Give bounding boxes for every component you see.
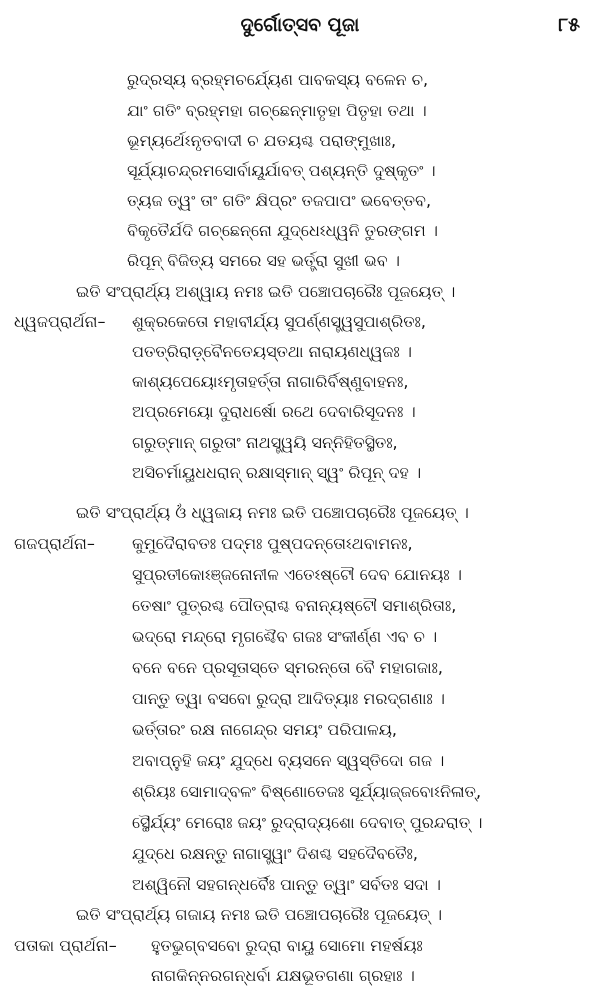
verse-text: ଇତି ସଂପ୍ରାର୍ଥ୍ୟ ଓଁ ଧ୍ୱଜାୟ ନମଃ ଇତି ପଞ୍ଚୋପଚାରୈଃ ପୂଜୟେତ୍ । bbox=[76, 503, 469, 522]
verse-text: ବିକୃତୈର୍ଯଦି ଗଚ୍ଛେନ୍ନୋ ଯୁଦ୍ଧେଽଧ୍ୱନି ତୁରଙ୍ଗମ । bbox=[127, 221, 438, 240]
text-line bbox=[0, 308, 600, 336]
text-line bbox=[0, 127, 600, 155]
text-line bbox=[0, 871, 600, 899]
verse-text: ଭୂମ୍ୟର୍ଥେଽନୃତବାଦୀ ଚ ଯତୟଶ୍ଚ ପରାଙ୍ମୁଖାଃ, bbox=[127, 131, 397, 150]
verse-text: ତେଷାଂ ପୁତ୍ରଶ୍ଚ ପୌତ୍ରାଶ୍ଚ ବନାନ୍ୟଷ୍ଟୌ ସମାଶ୍ରିତାଃ, bbox=[132, 596, 457, 615]
verse-text: ଶ୍ରିୟଃ ସୋମାଦ୍ବଳଂ ବିଷ୍ଣୋତେଜଃ ସୂର୍ଯ୍ୟାଜ୍ଜବୋଽନିଳାତ୍, bbox=[132, 782, 482, 801]
verse-text: ହୁତଭୁଗ୍ବସବୋ ରୁଦ୍ରା ବାୟୁ ସୋମୋ ମହର୍ଷୟଃ bbox=[151, 936, 423, 955]
verse-text: ଅବାପ୍ନୁହି ଜୟଂ ଯୁଦ୍ଧେ ବ୍ୟସନେ ସ୍ୱସ୍ତିଦୋ ଗଜ । bbox=[132, 751, 445, 770]
verse-text: କାଶ୍ୟପେୟୋଽମୃତାହର୍ତ୍ତା ନାଗାରିର୍ବିଷ୍ଣୁବାହନଃ, bbox=[132, 372, 409, 391]
text-line bbox=[0, 187, 600, 215]
text-line bbox=[0, 66, 600, 94]
text-line bbox=[0, 561, 600, 589]
verse-text: ବନେ ବନେ ପ୍ରସୂତାସ୍ତେ ସ୍ମରନ୍ତୋ ବୈ ମହାଗଜାଃ, bbox=[132, 658, 443, 677]
text-line bbox=[0, 623, 600, 651]
text-line bbox=[0, 398, 600, 426]
section-label: ପତାକା ପ୍ରାର୍ଥନା– bbox=[14, 936, 117, 955]
verse-text: ଇତି ସଂପ୍ରାର୍ଥ୍ୟ ଅଶ୍ୱାୟ ନମଃ ଇତି ପଞ୍ଚୋପଚାରୈଃ ପୂଜୟେତ୍ । bbox=[76, 282, 456, 301]
verse-text: ସୁପ୍ରତୀକୋଽଞ୍ଜନୋନୀଳ ଏତେଽଷ୍ଟୌ ଦେବ ଯୋନୟଃ । bbox=[132, 565, 462, 584]
text-line bbox=[0, 530, 600, 558]
text-line bbox=[0, 429, 600, 457]
text-line bbox=[0, 157, 600, 185]
page-number: ୮୫ bbox=[558, 14, 580, 36]
verse-text: ସ୍ଥୈର୍ଯ୍ୟଂ ମେରୋଃ ଜୟଂ ରୁଦ୍ରାଦ୍ୟଶୋ ଦେବାତ୍ ପୁରନ୍ଦରାତ୍ । bbox=[132, 813, 483, 832]
text-line bbox=[0, 716, 600, 744]
text-line bbox=[0, 278, 600, 306]
text-line bbox=[0, 901, 600, 929]
text-line bbox=[0, 809, 600, 837]
text-line bbox=[0, 962, 600, 990]
verse-text: ରୁଦ୍ରସ୍ୟ ବ୍ରହ୍ମଚର୍ଯ୍ୟେଣ ପାବକସ୍ୟ ବଳେନ ଚ, bbox=[127, 70, 429, 89]
verse-text: ପାନ୍ତୁ ତ୍ୱା ବସବୋ ରୁଦ୍ରା ଆଦିତ୍ୟାଃ ମରଦ୍ଗଣାଃ । bbox=[132, 689, 446, 708]
verse-text: ନାଗକିନ୍ନରଗନ୍ଧର୍ବା ଯକ୍ଷଭୂତଗଣା ଗ୍ରହାଃ । bbox=[151, 966, 415, 985]
verse-text: ସୂର୍ଯ୍ୟାଚନ୍ଦ୍ରମସୋର୍ବାୟୂର୍ଯାବତ୍ ପଶ୍ୟନ୍ତି ଦୁଷ୍କୃତଂ । bbox=[127, 161, 436, 180]
text-line bbox=[0, 932, 600, 960]
text-line bbox=[0, 592, 600, 620]
verse-text: ଯାଂ ଗତିଂ ବ୍ରହ୍ମହା ଗଚ୍ଛେନ୍ମାତୃହା ପିତୃହା ତଥା । bbox=[127, 101, 427, 120]
verse-text: କୁମୁଦୈରାବତଃ ପଦ୍ମଃ ପୁଷ୍ପଦନ୍ତୋଽଥବାମନଃ, bbox=[132, 534, 413, 553]
verse-text: ଅଶ୍ୱିନୌ ସହଗନ୍ଧର୍ବୈଃ ପାନ୍ତୁ ତ୍ୱାଂ ସର୍ବତଃ ସଦା । bbox=[132, 875, 441, 894]
verse-text: ଅସିଚର୍ମାୟୁଧଧରାନ୍ ରକ୍ଷାସ୍ମାନ୍ ସ୍ୱଂ ରିପୂନ୍ ଦହ । bbox=[132, 463, 422, 482]
verse-text: ଅପ୍ରମେୟୋ ଦୁରାଧର୍ଷୋ ରଥେ ଦେବାରିସୂଦନଃ । bbox=[132, 402, 416, 421]
verse-text: ପତତ୍ରିରାଡ଼୍ବୈନତେୟସ୍ତଥା ନାରାୟଣଧ୍ୱଜଃ । bbox=[132, 342, 412, 361]
verse-text: ଶୁକ୍ରକେତୋ ମହାବୀର୍ଯ୍ୟ ସୁପର୍ଣ୍ଣସ୍ତ୍ୱସୁପାଶ୍ରିତଃ, bbox=[132, 312, 426, 331]
text-line bbox=[0, 499, 600, 527]
verse-text: ଭଦ୍ରୋ ମନ୍ଦ୍ରୋ ମୃଗଶ୍ଚୈବ ଗଜଃ ସଂକୀର୍ଣ୍ଣ ଏବ ଚ । bbox=[132, 627, 438, 646]
text-line bbox=[0, 778, 600, 806]
text-line bbox=[0, 685, 600, 713]
section-label: ଗଜପ୍ରାର୍ଥନା– bbox=[14, 534, 95, 553]
verse-text: ରିପୂନ୍ ବିଜିତ୍ୟ ସମରେ ସହ ଭର୍ତ୍ତ୍ରା ସୁଖୀ ଭବ । bbox=[127, 251, 400, 270]
text-line bbox=[0, 368, 600, 396]
text-line bbox=[0, 217, 600, 245]
section-label: ଧ୍ୱଜପ୍ରାର୍ଥନା– bbox=[14, 312, 106, 331]
verse-text: ତ୍ୟଜ ତ୍ୱଂ ତାଂ ଗତିଂ କ୍ଷିପ୍ରଂ ତଜପାପଂ ଭବେତ୍ତବ, bbox=[127, 191, 432, 210]
text-line bbox=[0, 747, 600, 775]
text-line bbox=[0, 338, 600, 366]
text-line bbox=[0, 97, 600, 125]
text-line bbox=[0, 459, 600, 487]
text-line bbox=[0, 247, 600, 275]
text-line bbox=[0, 654, 600, 682]
text-line bbox=[0, 840, 600, 868]
page-title: ଦୁର୍ଗୋତ୍ସବ ପୂଜା bbox=[240, 14, 360, 36]
verse-text: ଇତି ସଂପ୍ରାର୍ଥ୍ୟ ଗଜାୟ ନମଃ ଇତି ପଞ୍ଚୋପଚାରୈଃ ପୂଜୟେତ୍ । bbox=[76, 905, 443, 924]
verse-text: ଯୁଦ୍ଧେ ରକ୍ଷନ୍ତୁ ନାଗାସ୍ତ୍ୱାଂ ଦିଶଶ୍ଚ ସହଦୈବତୈଃ, bbox=[132, 844, 418, 863]
verse-text: ଗରୁତ୍ମାନ୍ ଗରୁତାଂ ନାଥସ୍ତ୍ୱୟି ସନ୍ନିହିତସ୍ଥିତଃ, bbox=[132, 433, 398, 452]
verse-text: ଭର୍ତ୍ତାରଂ ରକ୍ଷ ନାଗେନ୍ଦ୍ର ସମୟଂ ପରିପାଳୟ, bbox=[132, 720, 397, 739]
